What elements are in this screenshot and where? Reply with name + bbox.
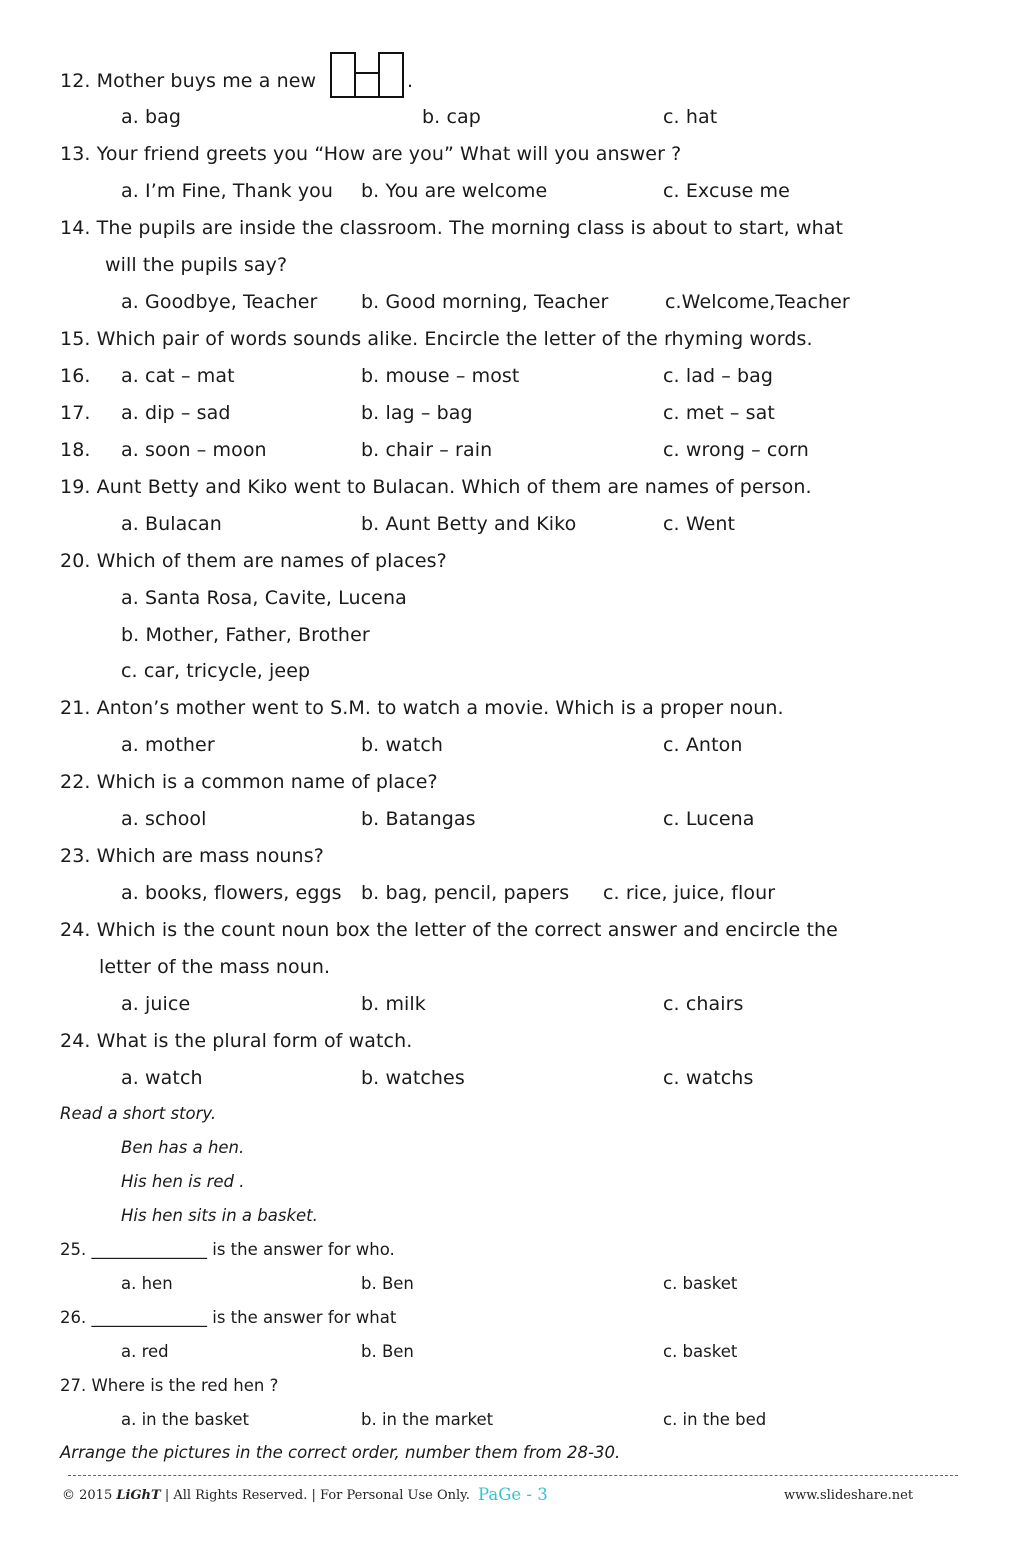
question-24-stem-line2: letter of the mass noun. [99, 956, 331, 978]
option-a: a. dip – sad [121, 402, 231, 424]
option-c: c. car, tricycle, jeep [121, 660, 311, 682]
question-26-stem: 26. ______________ is the answer for what [60, 1308, 397, 1327]
option-b: b. milk [361, 993, 426, 1015]
question-22-stem: 22. Which is a common name of place? [60, 771, 438, 793]
option-c: c. basket [663, 1274, 738, 1293]
question-23-stem: 23. Which are mass nouns? [60, 845, 324, 867]
arrange-instruction-text: Arrange the pictures in the correct order, number them from 28-30. [60, 1443, 621, 1462]
page-number: PaGe - 3 [478, 1485, 548, 1504]
question-14-stem-line2: will the pupils say? [105, 254, 288, 276]
question-24b-stem: 24. What is the plural form of watch. [60, 1030, 413, 1052]
question-20-stem: 20. Which of them are names of places? [60, 550, 447, 572]
question-18-number: 18. [60, 439, 91, 461]
option-c: c. hat [663, 106, 718, 128]
footer-copy-text: © 2015 [62, 1488, 113, 1503]
option-c: c. met – sat [663, 402, 775, 424]
option-b: b. Mother, Father, Brother [121, 624, 370, 646]
option-b: b. Batangas [361, 808, 476, 830]
option-b: b. watch [361, 734, 444, 756]
option-a: a. books, flowers, eggs [121, 882, 342, 904]
option-c: c. chairs [663, 993, 744, 1015]
option-a: a. watch [121, 1067, 203, 1089]
question-12-stem: 12. Mother buys me a new [60, 70, 317, 92]
option-c: c. Went [663, 513, 736, 535]
option-b: b. Aunt Betty and Kiko [361, 513, 577, 535]
option-c: c. Lucena [663, 808, 755, 830]
question-12-period: . [407, 70, 414, 92]
question-14-stem-line1: 14. The pupils are inside the classroom. The morning class is about to start, what [60, 217, 844, 239]
answer-letter-boxes [324, 52, 406, 98]
option-a: a. cat – mat [121, 365, 235, 387]
option-a: a. Santa Rosa, Cavite, Lucena [121, 587, 407, 609]
question-27-stem: 27. Where is the red hen ? [60, 1376, 279, 1395]
story-line-1-text: Ben has a hen. [121, 1138, 245, 1157]
option-b: b. You are welcome [361, 180, 548, 202]
question-15-stem: 15. Which pair of words sounds alike. Encircle the letter of the rhyming words. [60, 328, 813, 350]
option-a: a. Goodbye, Teacher [121, 291, 318, 313]
option-a: a. in the basket [121, 1410, 249, 1429]
question-21-stem: 21. Anton’s mother went to S.M. to watch a movie. Which is a proper noun. [60, 697, 784, 719]
option-b: b. chair – rain [361, 439, 493, 461]
option-c: c. Anton [663, 734, 743, 756]
option-b: b. lag – bag [361, 402, 473, 424]
option-a: a. juice [121, 993, 191, 1015]
question-19-stem: 19. Aunt Betty and Kiko went to Bulacan. Which of them are names of person. [60, 476, 812, 498]
option-a: a. red [121, 1342, 169, 1361]
option-a: a. soon – moon [121, 439, 267, 461]
option-b: b. bag, pencil, papers [361, 882, 570, 904]
footer-site: www.slideshare.net [784, 1488, 914, 1503]
question-16-number: 16. [60, 365, 91, 387]
question-25-stem: 25. ______________ is the answer for who. [60, 1240, 395, 1259]
option-b: b. Good morning, Teacher [361, 291, 609, 313]
option-b: b. watches [361, 1067, 465, 1089]
option-c: c. in the bed [663, 1410, 767, 1429]
footer-copyright [62, 1488, 470, 1503]
option-c: c. rice, juice, flour [603, 882, 776, 904]
option-a: a. I’m Fine, Thank you [121, 180, 334, 202]
letter-box-2 [354, 72, 380, 98]
option-a: a. bag [121, 106, 182, 128]
question-13-stem: 13. Your friend greets you “How are you” What will you answer ? [60, 143, 682, 165]
option-a: a. school [121, 808, 207, 830]
option-b: b. Ben [361, 1274, 414, 1293]
option-c: c.Welcome,Teacher [665, 291, 850, 313]
option-c: c. wrong – corn [663, 439, 809, 461]
footer-divider [68, 1475, 958, 1476]
option-c: c. lad – bag [663, 365, 774, 387]
letter-box-3 [378, 52, 404, 98]
option-a: a. Bulacan [121, 513, 222, 535]
option-b: b. cap [422, 106, 481, 128]
option-b: b. in the market [361, 1410, 494, 1429]
question-17-number: 17. [60, 402, 91, 424]
question-24-stem-line1: 24. Which is the count noun box the letter of the correct answer and encircle the [60, 919, 838, 941]
footer-rights: | All Rights Reserved. | For Personal Use Only. [164, 1488, 470, 1503]
footer-brand: LiGhT [116, 1488, 161, 1503]
story-line-3-text: His hen sits in a basket. [121, 1206, 318, 1225]
option-c: c. basket [663, 1342, 738, 1361]
option-c: c. Excuse me [663, 180, 790, 202]
option-a: a. hen [121, 1274, 173, 1293]
option-c: c. watchs [663, 1067, 754, 1089]
letter-box-1 [330, 52, 356, 98]
option-b: b. Ben [361, 1342, 414, 1361]
story-intro-text: Read a short story. [60, 1104, 217, 1123]
option-b: b. mouse – most [361, 365, 520, 387]
story-line-2-text: His hen is red . [121, 1172, 245, 1191]
option-a: a. mother [121, 734, 215, 756]
